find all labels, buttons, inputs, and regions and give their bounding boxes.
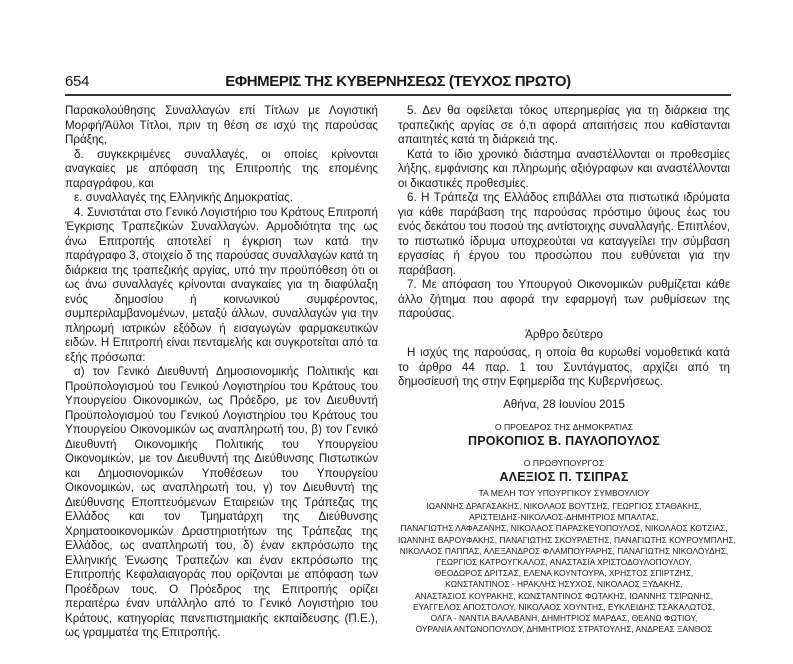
article-text: Η ισχύς της παρούσας, η οποία θα κυρωθεί νομοθετικά κατά το άρθρο 44 παρ. 1 του Συντάγματος, αρχίζει από τη δημοσίευσή της στην Εφημερίδα της Κυβερνήσεως. xyxy=(398,346,730,388)
cabinet-line: ΙΩΑΝΝΗΣ ΒΑΡΟΥΦΑΚΗΣ, ΠΑΝΑΓΙΩΤΗΣ ΣΚΟΥΡΛΕΤΗΣ, ΠΑΝΑΓΙΩΤΗΣ ΚΟΥΡΟΥΜΠΛΗΣ, xyxy=(398,534,736,545)
paragraph-4: 4. Συνιστάται στο Γενικό Λογιστήριο του Κράτους Επιτροπή Έγκρισης Τραπεζικών Συναλλαγών. Αρμοδιότητα της ως άνω Επιτροπής αποτελεί η έγκριση των κατά την παράγραφο 3, στοιχείο δ της παρούσας συναλλαγών κατά τη διάρκεια της τραπεζικής αργίας, υπό την προϋπόθεση ότι οι ως άνω συναλλαγές κρίνονται αναγκαίες για τη διαφύλαξη ενός δημοσίου ή κοινωνικού συμφέροντος, συμπεριλαμβανομένων, μεταξύ άλλων, συναλλαγών για την πληρωμή ιατρικών εξόδων ή εισαγωγών φαρμακευτικών ειδών. Η Επιτροπή είναι πενταμελής και συγκροτείται από τα εξής πρόσωπα: xyxy=(65,205,378,364)
cabinet-line: ΙΩΑΝΝΗΣ ΔΡΑΓΑΣΑΚΗΣ, ΝΙΚΟΛΑΟΣ ΒΟΥΤΣΗΣ, ΓΕΩΡΓΙΟΣ ΣΤΑΘΑΚΗΣ, xyxy=(426,501,702,511)
cabinet-line: ΟΛΓΑ - ΝΑΝΤΙΑ ΒΑΛΑΒΑΝΗ, ΔΗΜΗΤΡΙΟΣ ΜΑΡΔΑΣ, ΘΕΑΝΩ ΦΩΤΙΟΥ, xyxy=(430,613,698,624)
article-title: Άρθρο δεύτερο xyxy=(525,327,603,341)
right-column xyxy=(398,104,736,635)
cabinet-line: ΕΥΑΓΓΕΛΟΣ ΑΠΟΣΤΟΛΟΥ, ΝΙΚΟΛΑΟΣ ΧΟΥΝΤΗΣ, ΕΥΚΛΕΙΔΗΣ ΤΣΑΚΑΛΩΤΟΣ, xyxy=(412,601,716,612)
page-number: 654 xyxy=(65,73,90,90)
gazette-title: ΕΦΗΜΕΡΙΣ ΤΗΣ ΚΥΒΕΡΝΗΣΕΩΣ (ΤΕΥΧΟΣ ΠΡΩΤΟ) xyxy=(225,73,571,90)
paragraph-6: 6. Η Τράπεζα της Ελλάδος επιβάλλει στα πιστωτικά ιδρύματα για κάθε παράβαση της παρούσας πρόστιμο ύψους έως του ενός δεκάτου του ποσού της αντίστοιχης συναλλαγής. Επιπλέον, το πιστωτικό ίδρυμα υποχρεούται να καταγγείλει την σύμβαση εργασίας ή έργου του προσώπου που ευθύνεται για την παράβαση. xyxy=(398,191,730,277)
president-role: Ο ΠΡΟΕΔΡΟΣ ΤΗΣ ΔΗΜΟΚΡΑΤΙΑΣ xyxy=(494,422,634,432)
cabinet-line: ΝΙΚΟΛΑΟΣ ΠΑΠΠΑΣ, ΑΛΕΞΑΝΔΡΟΣ ΦΛΑΜΠΟΥΡΑΡΗΣ, ΠΑΝΑΓΙΩΤΗΣ ΝΙΚΟΛΟΥΔΗΣ, xyxy=(399,545,729,556)
cabinet-line: ΚΩΝΣΤΑΝΤΙΝΟΣ - ΗΡΑΚΛΗΣ ΗΣΥΧΟΣ, ΝΙΚΟΛΑΟΣ ΞΥΔΑΚΗΣ, xyxy=(445,579,683,590)
cabinet-heading: ΤΑ ΜΕΛΗ ΤΟΥ ΥΠΟΥΡΓΙΚΟΥ ΣΥΜΒΟΥΛΙΟΥ xyxy=(478,488,650,498)
cabinet-line: ΘΕΟΔΩΡΟΣ ΔΡΙΤΣΑΣ, ΕΛΕΝΑ ΚΟΥΝΤΟΥΡΑ, ΧΡΗΣΤΟΣ ΣΠΙΡΤΖΗΣ, xyxy=(434,568,694,579)
cabinet-members-list xyxy=(398,501,736,635)
left-column xyxy=(65,104,378,641)
cabinet-line: ΑΡΙΣΤΕΙΔΗΣ-ΝΙΚΟΛΑΟΣ-ΔΗΜΗΤΡΙΟΣ ΜΠΑΛΤΑΣ, xyxy=(469,512,659,523)
cabinet-line: ΠΑΝΑΓΙΩΤΗΣ ΛΑΦΑΖΑΝΗΣ, ΝΙΚΟΛΑΟΣ ΠΑΡΑΣΚΕΥΟΠΟΥΛΟΣ, ΝΙΚΟΛΑΟΣ ΚΟΤΖΙΑΣ, xyxy=(400,523,728,534)
paragraph-5: 5. Δεν θα οφείλεται τόκος υπερημερίας για τη διάρκεια της τραπεζικής αργίας σε ό,τι αφορά απαιτήσεις που καθίστανται απαιτητές κατά τη διάρκειά της. xyxy=(398,104,730,146)
president-name: ΠΡΟΚΟΠΙΟΣ Β. ΠΑΥΛΟΠΟΥΛΟΣ xyxy=(468,434,660,448)
pm-name: ΑΛΕΞΙΟΣ Π. ΤΣΙΠΡΑΣ xyxy=(499,470,629,484)
cabinet-line: ΑΝΑΣΤΑΣΙΟΣ ΚΟΥΡΑΚΗΣ, ΚΩΝΣΤΑΝΤΙΝΟΣ ΦΩΤΑΚΗΣ, ΙΩΑΝΝΗΣ ΤΣΙΡΩΝΗΣ, xyxy=(414,590,714,601)
signing-date: Αθήνα, 28 Ιουνίου 2015 xyxy=(503,397,625,411)
paragraph-item-e: ε. συναλλαγές της Ελληνικής Δημοκρατίας. xyxy=(74,191,293,204)
paragraph-7: 7. Με απόφαση του Υπουργού Οικονομικών ρυθμίζεται κάθε άλλο ζήτημα που αφορά την εφαρμογή των ρυθμίσεων της παρούσας. xyxy=(398,278,730,320)
cabinet-line: ΓΕΩΡΓΙΟΣ ΚΑΤΡΟΥΓΚΑΛΟΣ, ΑΝΑΣΤΑΣΙΑ ΧΡΙΣΤΟΔΟΥΛΟΠΟΥΛΟΥ, xyxy=(436,557,692,568)
pm-role: Ο ΠΡΩΘΥΠΟΥΡΓΟΣ xyxy=(523,458,605,468)
paragraph-committee-members: α) τον Γενικό Διευθυντή Δημοσιονομικής Πολιτικής και Προϋπολογισμού του Γενικού Λογιστηρίου του Κράτους του Υπουργείου Οικονομικών, ως Πρόεδρο, με τον Διευθυντή Προϋπολογισμού του Γενικού Λογιστηρίου του Κράτους του Υπουργείου Οικονομικών ως αναπληρωτή του, β) τον Γενικό Διευθυντή Οικονομικής Πολιτικής του Υπουργείου Οικονομικών, με τον Διευθυντή της Διεύθυνσης Πιστωτικών και Δημοσιονομικών Υποθέσεων του Υπουργείου Οικονομικών, ως αναπληρωτή του, γ) τον Διευθυντή της Διεύθυνσης Εποπτευόμενων Εταιρειών της Τράπεζας της Ελλάδος και τον Τμηματάρχη της Διεύθυνσης Χρηματοοικονομικών Δραστηριοτήτων της Τράπεζας της Ελλάδος, ως αναπληρωτή του, δ) έναν εκπρόσωπο της Ελληνικής Ένωσης Τραπεζών και έναν εκπρόσωπο της Επιτροπής Κεφαλαιαγοράς που ορίζονται με απόφαση των Προέδρων τους. Ο Πρόεδρος της Επιτροπής ορίζει περαιτέρω έναν υπάλληλο από το Γενικό Λογιστήριο του Κράτους, κατηγορίας πανεπιστημιακής εκπαίδευσης (Π.Ε.), ως γραμματέα της Επιτροπής. xyxy=(65,365,378,639)
paragraph-item-d: δ. συγκεκριμένες συναλλαγές, οι οποίες κρίνονται αναγκαίες με απόφαση της Επιτροπής της επομένης παραγράφου, και xyxy=(65,147,378,190)
cabinet-line: ΟΥΡΑΝΙΑ ΑΝΤΩΝΟΠΟΥΛΟΥ, ΔΗΜΗΤΡΙΟΣ ΣΤΡΑΤΟΥΛΗΣ, ΑΝΔΡΕΑΣ ΞΑΝΘΟΣ xyxy=(415,624,713,635)
paragraph-continuation: Παρακολούθησης Συναλλαγών επί Τίτλων με Λογιστική Μορφή/Άϋλοι Τίτλοι, πριν τη θέση σε ισχύ της παρούσας Πράξης, xyxy=(65,104,378,146)
paragraph-5-suspension: Κατά το ίδιο χρονικό διάστημα αναστέλλονται οι προθεσμίες λήξης, εμφάνισης και πληρωμής αξιόγραφων και αναστέλλονται οι δικαστικές προθεσμίες. xyxy=(398,147,730,190)
page-header xyxy=(65,72,731,96)
